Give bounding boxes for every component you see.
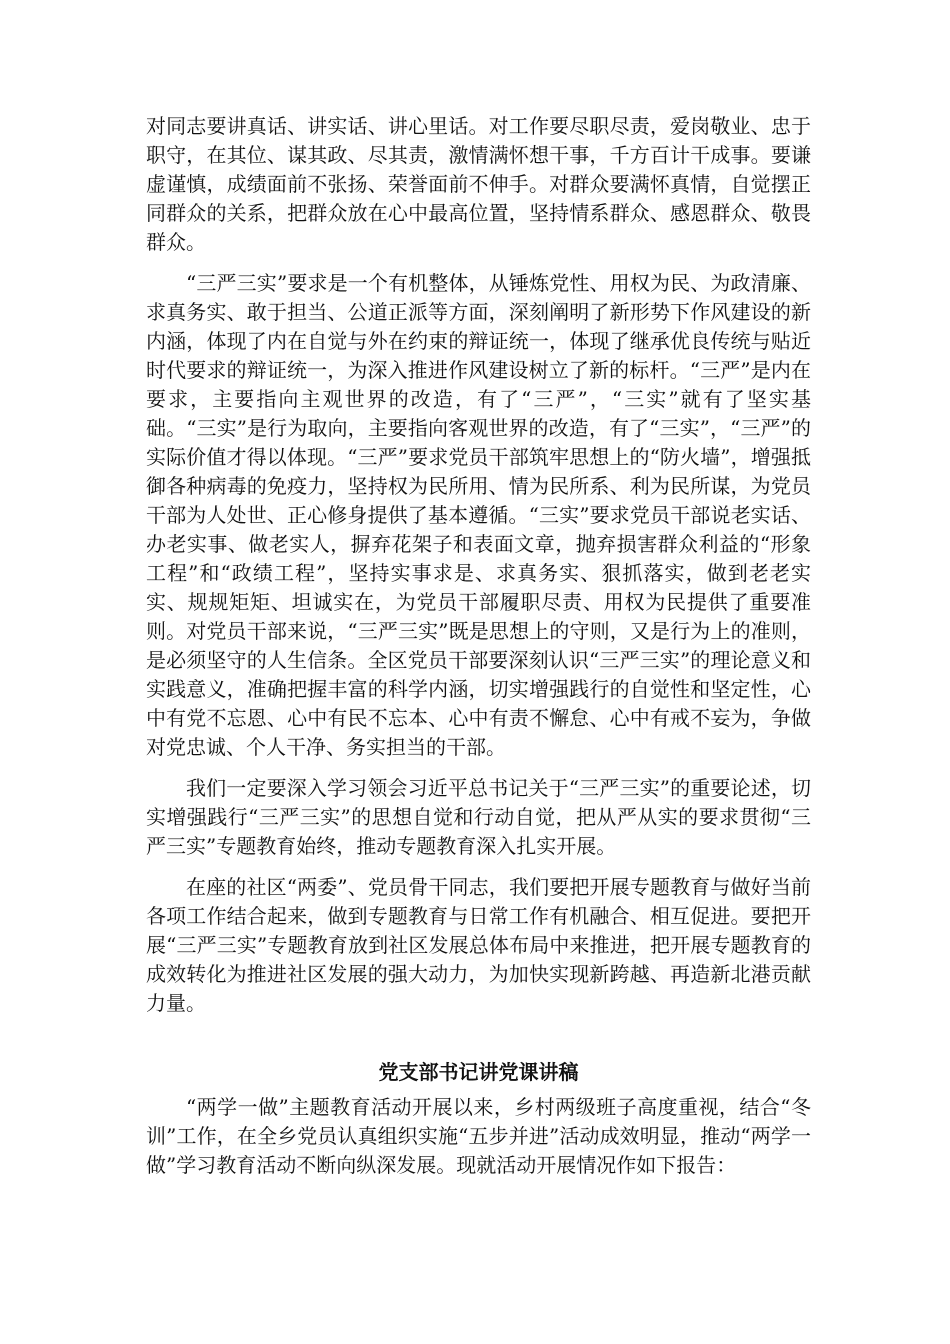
paragraph-community-work: 在座的社区“两委”、党员骨干同志，我们要把开展专题教育与做好当前各项工作结合起来，做到专题教育与日常工作有机融合、相互促进。要把开展“三严三实”专题教育放到社区发展总体布局中来推进，把开展专题教育的成效转化为推进社区发展的强大动力，为加快实现新跨越、再造新北港贡献力量。 bbox=[146, 875, 811, 1015]
section-title: 党支部书记讲党课讲稿 bbox=[378, 1060, 579, 1084]
paragraph-study-requirement: 我们一定要深入学习领会习近平总书记关于“三严三实”的重要论述，切实增强践行“三严三实”的思想自觉和行动自觉，把从严从实的要求贯彻“三严三实”专题教育始终，推动专题教育深入扎实开展。 bbox=[146, 776, 811, 858]
paragraph-report-intro: “两学一做”主题教育活动开展以来，乡村两级班子高度重视，结合“冬训”工作，在全乡党员认真组织实施“五步并进”活动成效明显，推动“两学一做”学习教育活动不断向纵深发展。现就活动开展情况作如下报告： bbox=[146, 1095, 811, 1177]
paragraph-three-strict-three-solid: “三严三实”要求是一个有机整体，从锤炼党性、用权为民、为政清廉、求真务实、敢于担当、公道正派等方面，深刻阐明了新形势下作风建设的新内涵，体现了内在自觉与外在约束的辩证统一，体现了继承优良传统与贴近时代要求的辩证统一，为深入推进作风建设树立了新的标杆。“三严”是内在要求，主要指向主观世界的改造，有了“三严”，“三实”就有了坚实基础。“三实”是行为取向，主要指向客观世界的改造，有了“三实”，“三严”的实际价值才得以体现。“三严”要求党员干部筑牢思想上的“防火墙”，增强抵御各种病毒的免疫力，坚持权为民所用、情为民所系、利为民所谋，为党员干部为人处世、正心修身提供了基本遵循。“三实”要求党员干部说老实话、办老实事、做老实人，摒弃花架子和表面文章，抛弃损害群众利益的“形象工程”和“政绩工程”，坚持实事求是、求真务实、狠抓落实，做到老老实实、规规矩矩、坦诚实在，为党员干部履职尽责、用权为民提供了重要准则。对党员干部来说，“三严三实”既是思想上的守则，又是行为上的准则，是必须坚守的人生信条。全区党员干部要深刻认识“三严三实”的理论意义和实践意义，准确把握丰富的科学内涵，切实增强践行的自觉性和坚定性，心中有党不忘恩、心中有民不忘本、心中有责不懈怠、心中有戒不妄为，争做对党忠诚、个人干净、务实担当的干部。 bbox=[146, 271, 811, 759]
paragraph-continued: 对同志要讲真话、讲实话、讲心里话。对工作要尽职尽责，爱岗敬业、忠于职守，在其位、谋其政、尽其责，激情满怀想干事，千方百计干成事。要谦虚谨慎，成绩面前不张扬、荣誉面前不伸手。对群众要满怀真情，自觉摆正同群众的关系，把群众放在心中最高位置，坚持情系群众、感恩群众、敬畏群众。 bbox=[146, 114, 811, 254]
document-page bbox=[146, 112, 811, 1192]
